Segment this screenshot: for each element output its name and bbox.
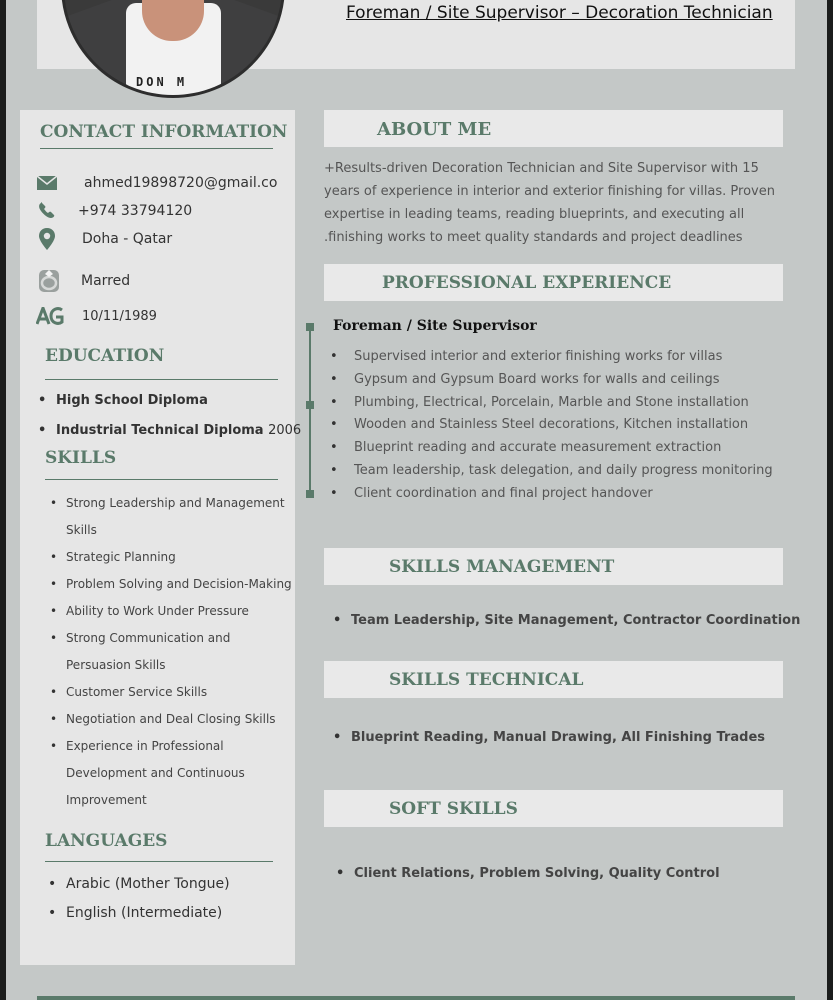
location-pin-icon	[36, 229, 58, 249]
ring-icon	[36, 267, 62, 295]
birth-text: 10/11/1989	[82, 308, 157, 324]
timeline-line	[309, 327, 311, 495]
location-text: Doha - Qatar	[82, 231, 173, 247]
phone-text: +974 33794120	[78, 203, 193, 219]
phone-icon	[36, 201, 58, 221]
skill-item: • Strong Leadership and Management Skills	[50, 490, 298, 544]
footer-bar	[37, 996, 795, 1000]
timeline-node	[306, 323, 314, 331]
email-text: ahmed19898720@gmail.co	[84, 175, 278, 191]
location-row	[36, 228, 173, 250]
skills-rule	[45, 479, 278, 480]
experience-item: • Blueprint reading and accurate measurement extraction	[330, 437, 773, 460]
skill-item: • Negotiation and Deal Closing Skills	[50, 706, 298, 733]
experience-list	[330, 346, 773, 506]
education-rule	[45, 379, 278, 380]
experience-heading: PROFESSIONAL EXPERIENCE	[382, 273, 672, 293]
skill-item: • Experience in Professional Development and Continuous Improvement	[50, 733, 261, 814]
education-heading: EDUCATION	[45, 346, 165, 366]
skills-technical-heading: SKILLS TECHNICAL	[389, 670, 584, 690]
phone-row	[36, 200, 193, 222]
education-item: • Industrial Technical Diploma 2006	[38, 423, 301, 438]
skill-item: • Customer Service Skills	[50, 679, 298, 706]
email-row	[36, 172, 278, 194]
education-item: • High School Diploma	[38, 393, 208, 408]
language-item: • English (Intermediate)	[48, 905, 222, 921]
about-heading: ABOUT ME	[377, 119, 492, 140]
soft-skills-text: • Client Relations, Problem Solving, Quality Control	[336, 866, 720, 881]
experience-item: • Team leadership, task delegation, and daily progress monitoring	[330, 460, 773, 483]
skills-management-heading-box	[324, 548, 783, 585]
experience-item: • Gypsum and Gypsum Board works for walls and ceilings	[330, 369, 773, 392]
experience-item: • Wooden and Stainless Steel decorations, Kitchen installation	[330, 414, 773, 437]
languages-rule	[45, 861, 273, 862]
job-title: Foreman / Site Supervisor – Decoration Technician	[346, 3, 773, 23]
timeline-node	[306, 490, 314, 498]
skill-item: • Strategic Planning	[50, 544, 298, 571]
birth-row	[36, 305, 157, 327]
language-item: • Arabic (Mother Tongue)	[48, 876, 230, 892]
about-text: +Results-driven Decoration Technician and Site Supervisor with 15 years of experience in interior and exterior finishing for villas. Proven expertise in leading teams, reading blueprints, and executing all .finishing works to meet quality standards and project deadlines	[324, 161, 775, 245]
skills-technical-text: • Blueprint Reading, Manual Drawing, All Finishing Trades	[333, 730, 765, 745]
skills-list	[50, 490, 298, 814]
about-heading-box	[324, 110, 783, 147]
resume-page	[6, 0, 827, 1000]
education-year: 2006	[268, 423, 302, 438]
experience-role: Foreman / Site Supervisor	[333, 318, 537, 334]
skill-item: • Problem Solving and Decision-Making	[50, 571, 298, 598]
envelope-icon	[36, 173, 58, 193]
calendar-icon	[36, 306, 64, 326]
skills-management-heading: SKILLS MANAGEMENT	[389, 557, 615, 577]
experience-item: • Plumbing, Electrical, Porcelain, Marble and Stone installation	[330, 392, 773, 415]
left-panel	[20, 110, 302, 965]
experience-item: • Client coordination and final project handover	[330, 483, 773, 506]
soft-skills-heading-box	[324, 790, 783, 827]
skills-heading: SKILLS	[45, 448, 117, 468]
contact-rule	[40, 148, 273, 149]
skills-technical-heading-box	[324, 661, 783, 698]
profile-photo	[61, 0, 285, 98]
contact-heading: CONTACT INFORMATION	[40, 122, 288, 142]
skill-item: • Strong Communication and Persuasion Skills	[50, 625, 241, 679]
languages-heading: LANGUAGES	[45, 831, 168, 851]
shirt-print: DON M	[136, 75, 188, 89]
skill-item: • Ability to Work Under Pressure	[50, 598, 298, 625]
skills-management-text: • Team Leadership, Site Management, Contractor Coordination	[333, 613, 800, 628]
soft-skills-heading: SOFT SKILLS	[389, 799, 518, 819]
experience-heading-box	[324, 264, 783, 301]
marital-text: Marred	[81, 273, 131, 289]
experience-item: • Supervised interior and exterior finishing works for villas	[330, 346, 773, 369]
marital-row	[36, 266, 131, 296]
timeline-node	[306, 401, 314, 409]
